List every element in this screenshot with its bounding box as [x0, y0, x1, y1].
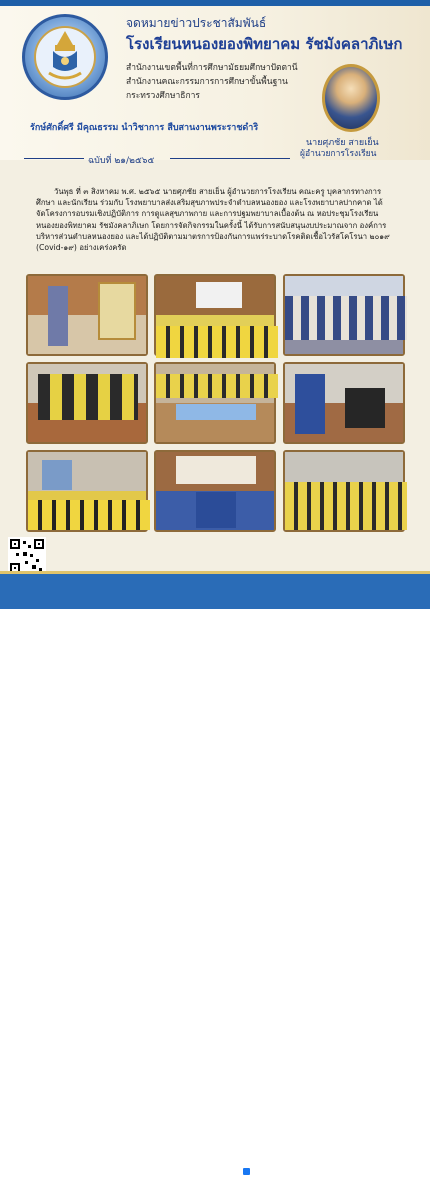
- activity-photo-3: [283, 274, 405, 356]
- activity-photo-6: [283, 362, 405, 444]
- footer-school: โรงเรียนหนองยองพิทยาคม รัชมังคลาภิเษก: [10, 1154, 158, 1163]
- org-line-1: สำนักงานเขตพื้นที่การศึกษามัธยมศึกษาปัตตานี: [126, 63, 298, 73]
- issue-rule-right: [170, 158, 290, 159]
- activity-photo-9: [283, 450, 405, 532]
- activity-photo-5: [154, 362, 276, 444]
- director-portrait: [322, 64, 380, 132]
- org-line-2: สำนักงานคณะกรรมการการศึกษาขั้นพื้นฐาน: [126, 77, 288, 87]
- activity-photo-1: [26, 274, 148, 356]
- phone-icon: [242, 1152, 251, 1161]
- activity-photo-7: [26, 450, 148, 532]
- activity-photo-8: [154, 450, 276, 532]
- header: [0, 0, 430, 166]
- issue-rule-left: [24, 158, 84, 159]
- header-band: [0, 0, 430, 6]
- activity-photo-2: [154, 274, 276, 356]
- director-position: ผู้อำนวยการโรงเรียน: [300, 149, 377, 159]
- footer-address: ๑๕ หมู่ ๒ ต.หนองยอง อ.ปากคาด จ.บึงกาฬ ๓๘๑๙๐: [10, 1168, 180, 1177]
- school-emblem-icon: [22, 14, 108, 100]
- facebook-icon: [242, 1167, 251, 1176]
- issue-number: ฉบับที่ ๒๑/๒๕๖๕: [88, 156, 155, 166]
- doc-type-label: จดหมายข่าวประชาสัมพันธ์: [126, 16, 267, 30]
- footer: [0, 574, 437, 1177]
- footer-facebook[interactable]: Facebook : โรงเรียนหนองยองพิทยาคม รัชมังคลาภิเษก: [254, 1168, 437, 1177]
- footer-facebook-row[interactable]: [242, 1167, 437, 1179]
- news-body: วันพุธ ที่ ๓ สิงหาคม พ.ศ. ๒๕๖๕ นายศุภชัย สายเย็น ผู้อำนวยการโรงเรียน คณะครู บุคลากรทางการศึกษา และนักเรียน ร่วมกับ โรงพยาบาลส่งเสริมสุขภาพประจำตำบลหนองยอง และโรงพยาบาลปากคาด ได้จัดโครงการอบรมเชิงปฏิบัติการ การดูแลสุขภาพกาย และการปฐมพยาบาลเบื้องต้น ณ หอประชุมโรงเรียนหนองยองพิทยาคม รัชมังคลาภิเษก โดยการจัดกิจกรรมในครั้งนี้ ได้รับการสนับสนุนงบประมาณจาก องค์การบริหารส่วนตำบลหนองยอง และได้ปฏิบัติตามมาตรการป้องกันการแพร่ระบาดโรคติดเชื้อไวรัสโคโรนา ๒๐๑๙ (Covid-๑๙) อย่างเคร่งครัด: [36, 187, 390, 253]
- school-name: โรงเรียนหนองยองพิทยาคม รัชมังคลาภิเษก: [126, 35, 403, 53]
- org-line-3: กระทรวงศึกษาธิการ: [126, 91, 200, 101]
- director-name: นายศุภชัย สายเย็น: [306, 138, 379, 148]
- activity-photo-4: [26, 362, 148, 444]
- footer-phone-row: [242, 1152, 436, 1164]
- qr-code-icon: [8, 537, 46, 575]
- school-motto: รักษ์ศักดิ์ศรี มีคุณธรรม นำวิชาการ สืบสานงานพระราชดำริ: [30, 123, 259, 133]
- footer-phone: โทรศัพท์ ๐-๔๒๔๙-๐๒๒๐ Website : www.nypk.ac.th: [254, 1153, 437, 1162]
